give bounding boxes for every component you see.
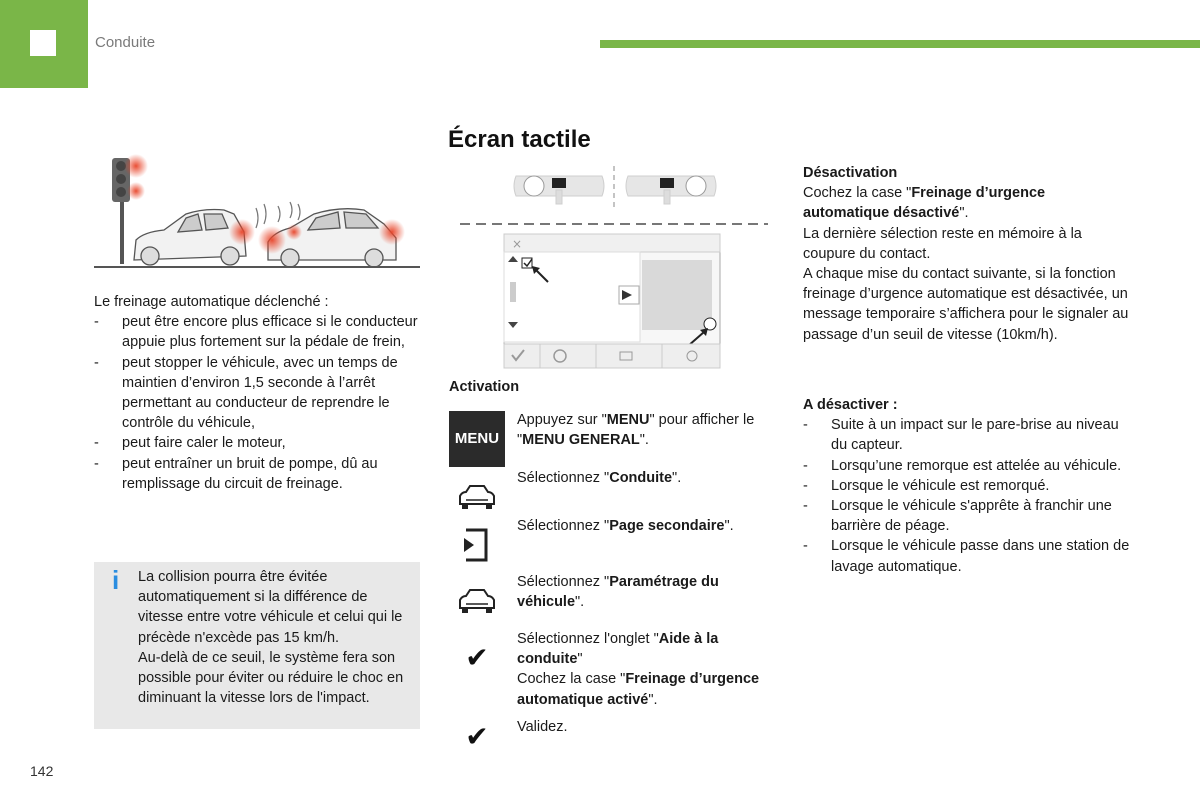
deactivation-instruction: Cochez la case "Freinage d’urgence automatique désactivé". (803, 185, 1046, 222)
activation-heading: Activation (449, 379, 520, 395)
steering-wheel-icon-right (626, 176, 716, 204)
list-item: - Lorsque le véhicule passe dans une station de lavage automatique. (803, 536, 1133, 576)
checkmark-icon: ✔ (465, 720, 489, 752)
step-text: Sélectionnez "Page secondaire". (517, 518, 734, 534)
list-item: - peut faire caler le moteur, (94, 433, 424, 453)
list-item: - Suite à un impact sur le pare-brise au niveau du capteur. (803, 415, 1133, 455)
deactivation-heading: Désactivation (803, 165, 898, 181)
step-text: Sélectionnez "Paramétrage du véhicule". (517, 574, 719, 611)
right-column (803, 163, 1133, 345)
secondary-page-icon (448, 516, 506, 574)
effects-list (94, 312, 424, 494)
memory-note: La dernière sélection reste en mémoire à la coupure du contact. (803, 225, 1082, 262)
brake-light-glow (229, 219, 255, 245)
header-rule (600, 40, 1200, 48)
list-item: - Lorsqu’une remorque est attelée au véhicule. (803, 456, 1133, 476)
step-text: Sélectionnez "Conduite". (517, 470, 682, 486)
info-box (94, 562, 420, 729)
info-line: Au-delà de ce seuil, le système fera son possible pour éviter ou réduire le choc en diminuant la vitesse lors de l'impact. (138, 649, 404, 707)
front-car-icon (134, 210, 246, 266)
braking-illustration (94, 148, 422, 272)
info-text (138, 567, 416, 708)
intro-text: Le freinage automatique déclenché : (94, 294, 329, 310)
list-item: - peut être encore plus efficace si le conducteur appuie plus fortement sur la pédale de frein, (94, 312, 424, 352)
headlight-glow (258, 226, 286, 254)
disable-heading: A désactiver : (803, 397, 898, 413)
step-driving-aid (448, 629, 778, 715)
rear-car-icon (268, 209, 396, 267)
menu-button-icon: MENU (449, 411, 505, 467)
chapter-square (30, 30, 56, 56)
step-validate (448, 717, 778, 757)
step-text: Appuyez sur "MENU" pour afficher le "MENU GENERAL". (517, 412, 755, 449)
steering-wheel-icon-left (514, 176, 604, 204)
screen-frame (504, 234, 720, 368)
step-conduite (448, 468, 778, 516)
disable-list (803, 415, 1133, 577)
section-title: Conduite (95, 34, 156, 51)
page-number: 142 (30, 763, 54, 779)
list-item: - peut entraîner un bruit de pompe, dû au remplissage du circuit de freinage. (94, 454, 424, 494)
step-vehicle-settings (448, 572, 778, 630)
touchscreen-diagram (456, 164, 772, 370)
list-item: - Lorsque le véhicule est remorqué. (803, 476, 1133, 496)
info-icon: i (112, 565, 120, 595)
chapter-tab (0, 0, 88, 88)
step-text: Validez. (517, 719, 568, 735)
temporary-message-note: A chaque mise du contact suivante, si la fonction freinage d’urgence automatique est désactivée, un message temporaire s’affichera pour le signaler au passage d’un seuil de vitesse (10km/h). (803, 266, 1129, 343)
page-title: Écran tactile (448, 126, 591, 153)
list-item: - peut stopper le véhicule, avec un temps de maintien d’environ 1,5 seconde à l’arrêt permettant au conducteur de reprendre le contrôle du véhicule, (94, 353, 424, 434)
svg-text:×: × (512, 237, 523, 251)
list-item: - Lorsque le véhicule s'apprête à franchir une barrière de péage. (803, 496, 1133, 536)
left-column (94, 292, 424, 494)
step-secondary-page (448, 516, 778, 572)
checkmark-icon: ✔ (465, 641, 489, 673)
car-settings-icon (448, 572, 506, 630)
info-line: La collision pourra être évitée automatiquement si la différence de vitesse entre votre véhicule et celui qui le précède n'excède pas 15 km/h. (138, 569, 403, 646)
step-menu (448, 410, 778, 470)
disable-section (803, 395, 1133, 577)
step-text: Sélectionnez l'onglet "Aide à la conduite" Cochez la case "Freinage d’urgence automatique activé". (517, 631, 760, 708)
